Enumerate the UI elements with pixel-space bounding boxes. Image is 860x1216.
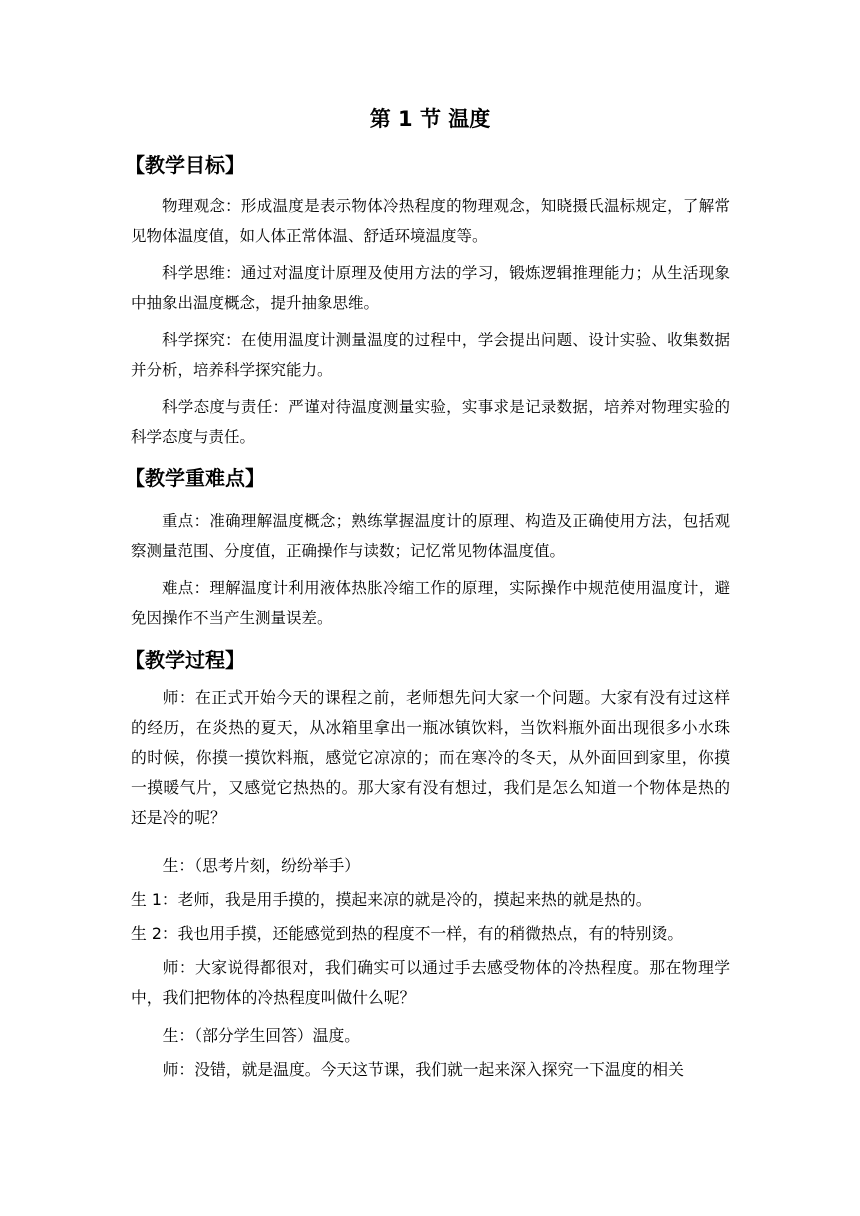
paragraph-physics-concept: 物理观念：形成温度是表示物体冷热程度的物理观念，知晓摄氏温标规定，了解常见物体温度值，如人体正常体温、舒适环境温度等。 xyxy=(131,197,730,245)
paragraph-scientific-thinking: 科学思维：通过对温度计原理及使用方法的学习，锻炼逻辑推理能力；从生活现象中抽象出温度概念，提升抽象思维。 xyxy=(131,264,730,312)
section-heading-key-points: 【教学重难点】 xyxy=(125,466,265,490)
page-title: 第 1 节 温度 xyxy=(369,107,491,131)
dialogue-student-2: 生 2：我也用手摸，还能感觉到热的程度不一样，有的稍微热点，有的特别烫。 xyxy=(131,924,684,943)
paragraph-key-point: 重点：准确理解温度概念；熟练掌握温度计的原理、构造及正确使用方法，包括观察测量范围、分度值，正确操作与读数；记忆常见物体温度值。 xyxy=(131,512,730,560)
dialogue-teacher-intro: 师：在正式开始今天的课程之前，老师想先问大家一个问题。大家有没有过这样的经历，在炎热的夏天，从冰箱里拿出一瓶冰镇饮料，当饮料瓶外面出现很多小水珠的时候，你摸一摸饮料瓶，感觉它凉凉的；而在寒冷的冬天，从外面回到家里，你摸一摸暖气片，又感觉它热热的。那大家有没有想过，我们是怎么知道一个物体是热的还是冷的呢？ xyxy=(131,688,730,827)
paragraph-scientific-inquiry: 科学探究：在使用温度计测量温度的过程中，学会提出问题、设计实验、收集数据并分析，培养科学探究能力。 xyxy=(131,331,730,379)
dialogue-student-1: 生 1：老师，我是用手摸的，摸起来凉的就是冷的，摸起来热的就是热的。 xyxy=(131,890,652,909)
dialogue-teacher-question: 师：大家说得都很对，我们确实可以通过手去感受物体的冷热程度。那在物理学中，我们把物体的冷热程度叫做什么呢？ xyxy=(131,958,730,1007)
section-heading-process: 【教学过程】 xyxy=(125,648,245,672)
paragraph-difficult-point: 难点：理解温度计利用液体热胀冷缩工作的原理，实际操作中规范使用温度计，避免因操作不当产生测量误差。 xyxy=(131,579,730,627)
dialogue-teacher-confirm: 师：没错，就是温度。今天这节课，我们就一起来深入探究一下温度的相关 xyxy=(162,1060,684,1079)
dialogue-students-think: 生：（思考片刻，纷纷举手） xyxy=(162,856,361,875)
dialogue-students-answer: 生：（部分学生回答）温度。 xyxy=(162,1026,361,1045)
section-heading-objectives: 【教学目标】 xyxy=(125,153,245,177)
paragraph-scientific-attitude: 科学态度与责任：严谨对待温度测量实验，实事求是记录数据，培养对物理实验的科学态度与责任。 xyxy=(131,398,730,446)
